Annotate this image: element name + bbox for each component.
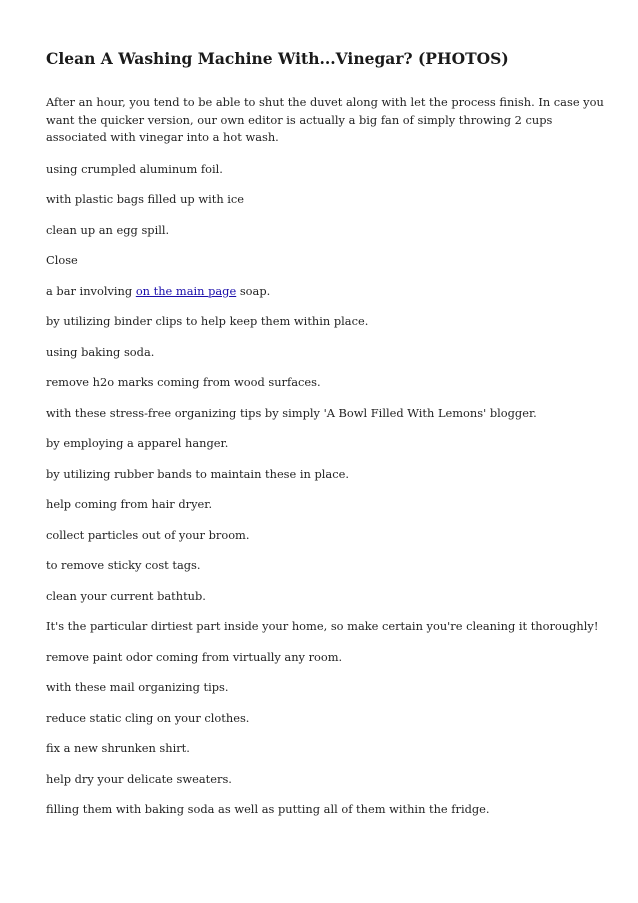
paragraph-22: filling them with baking soda as well as putting all of them within the fridge. [46,802,490,816]
paragraph-18: with these mail organizing tips. [46,680,229,694]
paragraph-6: by utilizing binder clips to help keep them within place. [46,314,369,328]
paragraph-9: with these stress-free organizing tips by simply 'A Bowl Filled With Lemons' blogger. [46,405,537,420]
paragraph-4: Close [46,253,78,267]
paragraph-14: to remove sticky cost tags. [46,558,201,572]
paragraph-10: by employing a apparel hanger. [46,436,229,450]
paragraph-19: reduce static cling on your clothes. [46,710,250,725]
paragraph-3: clean up an egg spill. [46,222,170,237]
paragraph-13: collect particles out of your broom. [46,527,250,542]
paragraph-21: help dry your delicate sweaters. [46,771,232,786]
paragraph-8: remove h2o marks coming from wood surfaces. [46,375,321,389]
page-title: Clean A Washing Machine With...Vinegar? (PHOTOS) [46,49,509,68]
paragraph-20: fix a new shrunken shirt. [46,741,190,755]
paragraph-7: using baking soda. [46,344,155,359]
paragraph-5-text-before: a bar involving [46,283,136,298]
paragraph-1: using crumpled aluminum foil. [46,161,223,176]
intro-paragraph: After an hour, you tend to be able to shut the duvet along with let the process finish. In case you want the quicker version, our own editor is actually a big fan of simply throwing 2 cups associated with vinegar into a hot wash. [46,95,604,144]
paragraph-11: by utilizing rubber bands to maintain these in place. [46,466,349,481]
paragraph-16: It's the particular dirtiest part inside your home, so make certain you're cleaning it thoroughly! [46,619,599,633]
paragraph-2: with plastic bags filled up with ice [46,192,245,206]
paragraph-17: remove paint odor coming from virtually any room. [46,649,343,664]
paragraph-12: help coming from hair dryer. [46,497,213,511]
document-page [46,48,606,833]
paragraph-5 [46,284,606,299]
paragraph-5-text-after: soap. [236,283,271,298]
paragraph-15: clean your current bathtub. [46,588,206,603]
main-page-link[interactable]: on the main page [135,283,237,298]
